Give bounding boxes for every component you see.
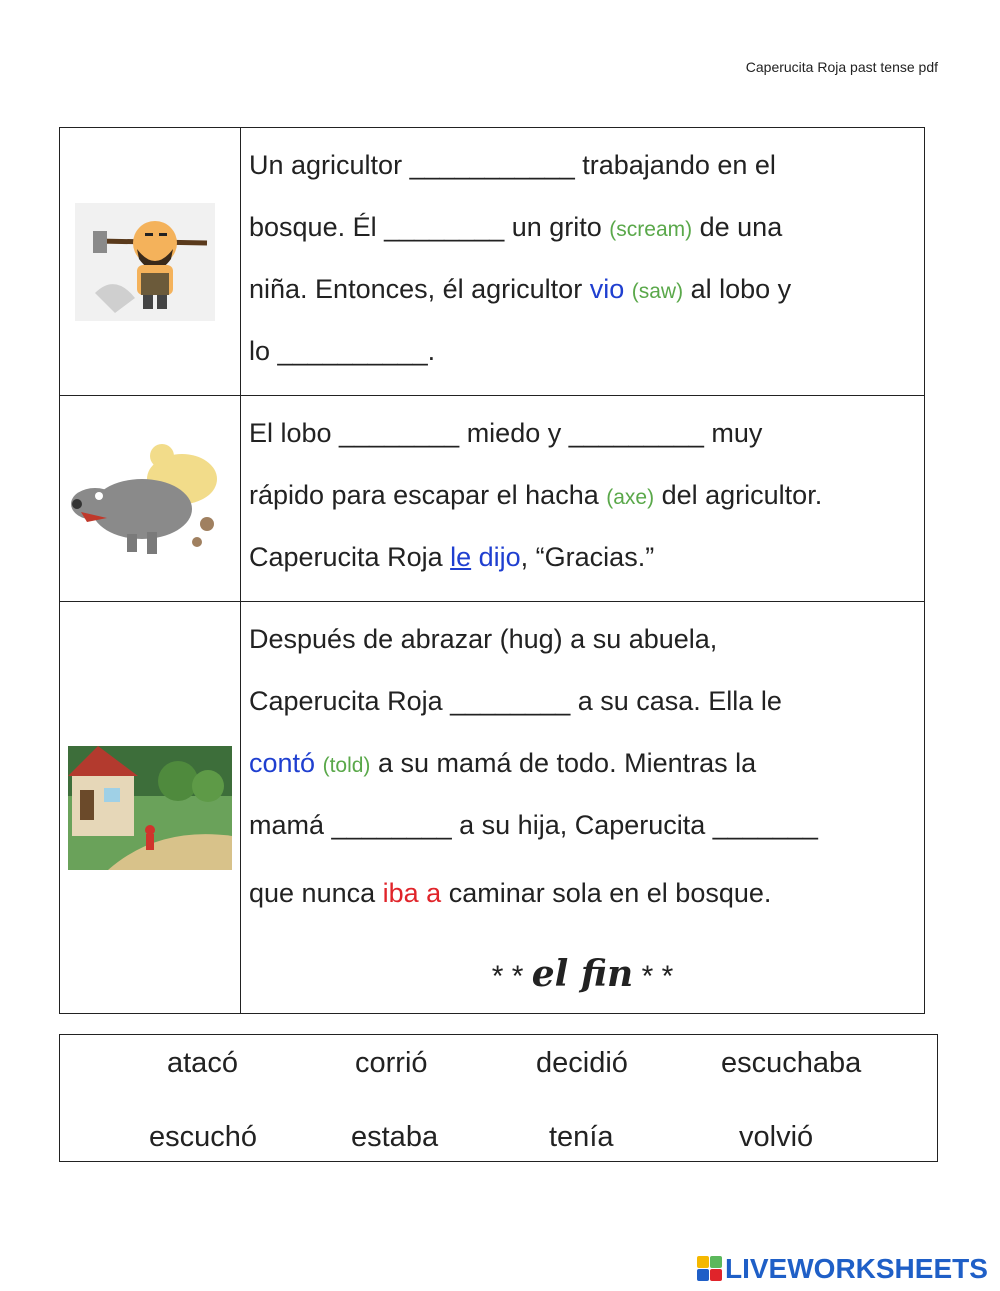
highlight-blue-text: vio bbox=[589, 274, 625, 304]
story-line bbox=[249, 134, 916, 196]
highlight-red-text: iba a bbox=[382, 878, 442, 908]
logo-blocks-icon bbox=[697, 1256, 723, 1282]
highlight-blue-text: le bbox=[450, 542, 472, 572]
story-line bbox=[249, 670, 916, 732]
story-image-cell bbox=[60, 396, 241, 602]
text-segment: Caperucita Roja ________ a su casa. Ella le bbox=[249, 686, 782, 716]
text-segment: mamá ________ a su hija, Caperucita _______ bbox=[249, 810, 818, 840]
text-segment: de una bbox=[692, 212, 783, 242]
page-header-title: Caperucita Roja past tense pdf bbox=[745, 59, 938, 75]
story-line bbox=[249, 862, 916, 924]
highlight-blue-text: contó bbox=[249, 748, 316, 778]
story-line bbox=[249, 526, 916, 588]
text-segment: caminar sola en el bosque. bbox=[441, 878, 772, 908]
story-text-cell bbox=[241, 128, 925, 396]
gloss-text: (told) bbox=[322, 754, 371, 777]
text-segment: a su mamá de todo. Mientras la bbox=[370, 748, 757, 778]
word-bank-item: volvió bbox=[739, 1121, 814, 1153]
word-bank-item: decidió bbox=[536, 1047, 628, 1079]
stars-right: * * bbox=[641, 960, 674, 993]
stars-left: * * bbox=[491, 960, 524, 993]
text-segment: Un agricultor ___________ trabajando en el bbox=[249, 150, 776, 180]
farmer-with-axe-icon bbox=[75, 203, 215, 321]
story-text-cell bbox=[241, 396, 925, 602]
text-segment: lo __________. bbox=[249, 336, 436, 366]
text-segment: niña. Entonces, él agricultor bbox=[249, 274, 590, 304]
text-segment: rápido para escapar el hacha bbox=[249, 480, 607, 510]
liveworksheets-logo bbox=[697, 1252, 988, 1286]
text-segment: que nunca bbox=[249, 878, 383, 908]
word-bank-item: escuchó bbox=[149, 1121, 258, 1153]
story-row-1 bbox=[60, 128, 925, 396]
gloss-text: (saw) bbox=[631, 280, 684, 303]
word-bank-item: tenía bbox=[549, 1121, 614, 1153]
text-segment: El lobo ________ miedo y _________ muy bbox=[249, 418, 763, 448]
word-bank-item: corrió bbox=[355, 1047, 428, 1079]
word-bank-item: atacó bbox=[167, 1047, 238, 1079]
grandmas-cottage-scene-icon bbox=[68, 746, 232, 870]
story-image-cell bbox=[60, 128, 241, 396]
word-bank-item: escuchaba bbox=[721, 1047, 862, 1079]
gloss-text: (axe) bbox=[606, 486, 655, 509]
story-line bbox=[249, 320, 916, 382]
text-segment: del agricultor. bbox=[654, 480, 823, 510]
running-wolf-icon bbox=[67, 434, 227, 564]
text-segment: Caperucita Roja bbox=[249, 542, 451, 572]
story-line bbox=[249, 402, 916, 464]
text-segment: Después de abrazar (hug) a su abuela, bbox=[249, 624, 718, 654]
story-line bbox=[249, 608, 916, 670]
story-line bbox=[249, 196, 916, 258]
gloss-text: (scream) bbox=[609, 218, 693, 241]
story-table bbox=[59, 127, 925, 1014]
story-row-2 bbox=[60, 396, 925, 602]
story-image-cell bbox=[60, 602, 241, 1014]
text-segment: al lobo y bbox=[683, 274, 792, 304]
the-end-line bbox=[249, 944, 916, 1007]
story-text-cell bbox=[241, 602, 925, 1014]
word-bank bbox=[59, 1034, 938, 1162]
logo-text: LIVEWORKSHEETS bbox=[725, 1253, 988, 1284]
story-line bbox=[249, 258, 916, 320]
text-segment: bosque. Él ________ un grito bbox=[249, 212, 610, 242]
story-line bbox=[249, 464, 916, 526]
text-segment: , “Gracias.” bbox=[520, 542, 655, 572]
word-bank-item: estaba bbox=[351, 1121, 439, 1153]
the-end-word: el fin bbox=[531, 953, 634, 995]
story-line bbox=[249, 732, 916, 794]
story-row-3 bbox=[60, 602, 925, 1014]
story-line bbox=[249, 794, 916, 856]
highlight-blue-text: dijo bbox=[478, 542, 521, 572]
